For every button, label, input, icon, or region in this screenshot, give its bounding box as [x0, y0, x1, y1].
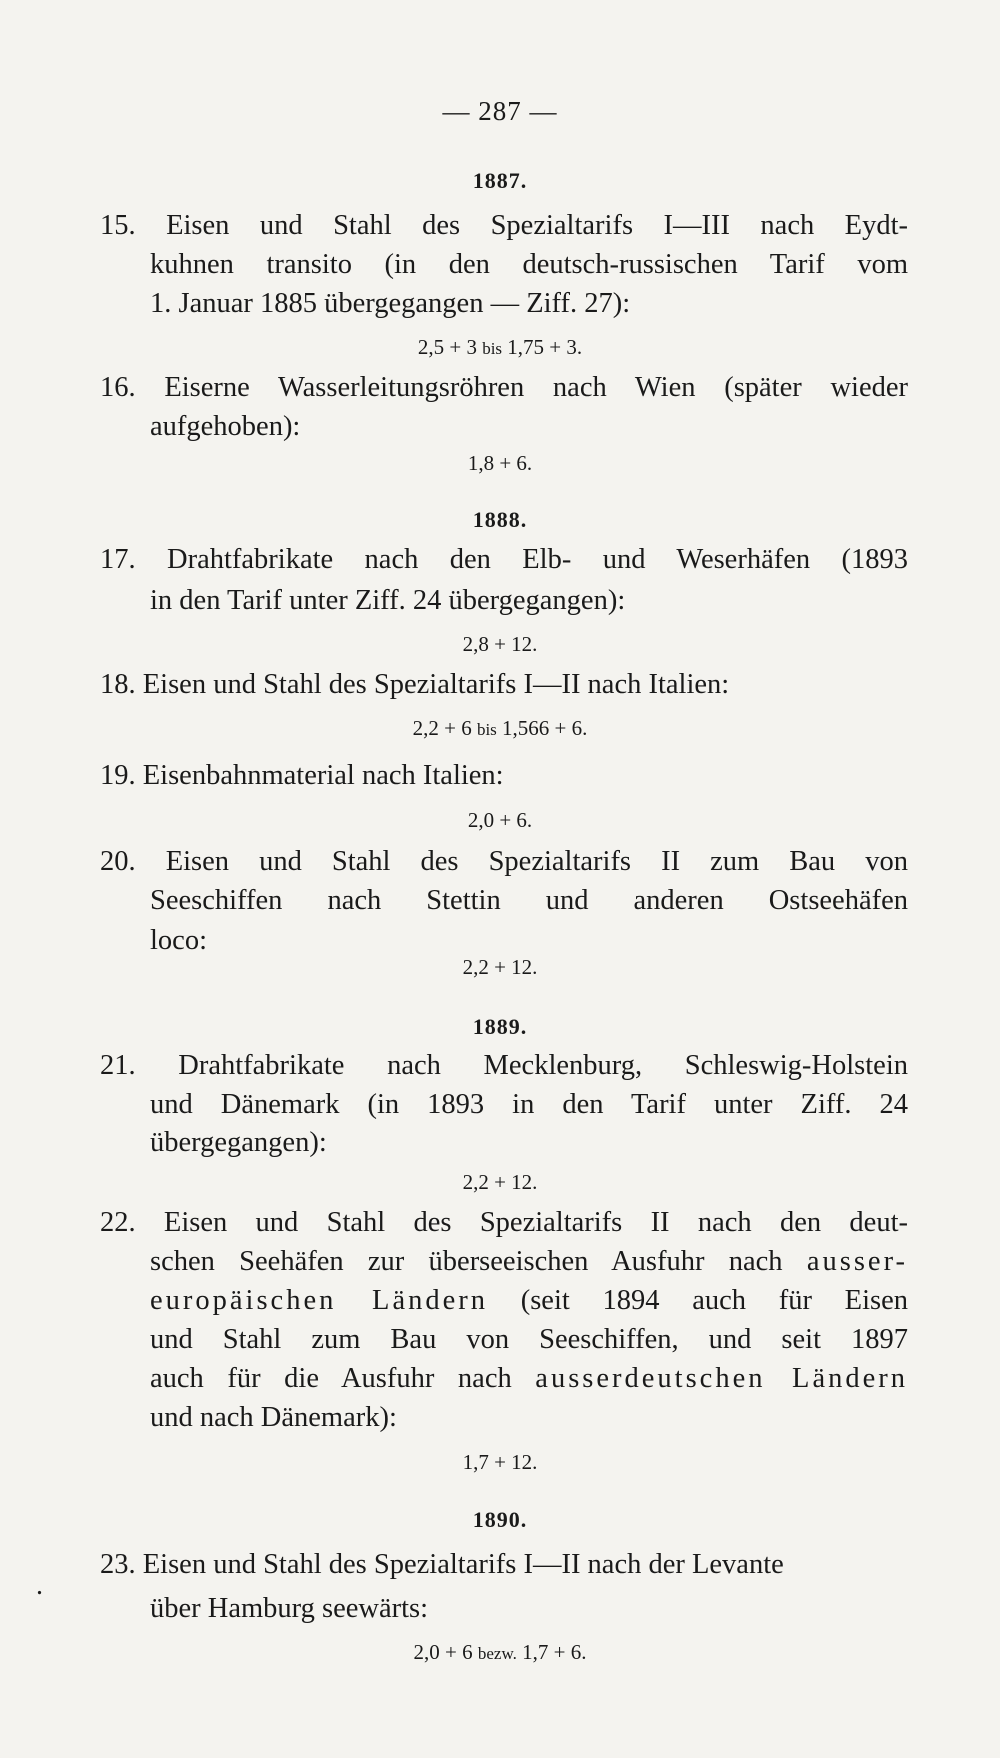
year-heading-1890: 1890.	[472, 1507, 528, 1532]
entry-20-line-3: loco:	[150, 925, 207, 956]
year-heading-1888: 1888.	[472, 507, 528, 532]
formula-value: 1,7 + 6.	[522, 1640, 587, 1664]
entry-17-line-2: in den Tarif unter Ziff. 24 übergegangen):	[150, 585, 626, 616]
entry-22-emphasis: europäischen Ländern	[150, 1285, 489, 1316]
formula-value: 1,566 + 6.	[502, 716, 588, 740]
entry-20-formula: 2,2 + 12.	[462, 955, 538, 979]
entry-22-text: auch für die Ausfuhr nach	[150, 1363, 536, 1394]
page-number: — 287 —	[442, 96, 558, 126]
entry-15-line-2: kuhnen transito (in den deutsch-russischen Tarif vom	[150, 249, 908, 280]
formula-connector: bis	[482, 339, 503, 358]
formula-value: 2,0 + 6	[413, 1640, 473, 1664]
formula-connector: bezw.	[477, 1644, 517, 1663]
entry-23-line-1: 23. Eisen und Stahl des Spezialtarifs I—II nach der Levante	[100, 1549, 784, 1580]
formula-connector: bis	[476, 720, 497, 739]
entry-22-text: (seit 1894 auch für Eisen	[488, 1285, 908, 1316]
entry-21-line-3: übergegangen):	[150, 1127, 327, 1158]
entry-22-line-6: und nach Dänemark):	[150, 1402, 397, 1433]
entry-15-line-3: 1. Januar 1885 übergegangen — Ziff. 27):	[150, 288, 631, 319]
year-heading-1887: 1887.	[472, 168, 528, 193]
entry-16-line-1: 16. Eiserne Wasserleitungsröhren nach Wien (später wieder	[100, 372, 908, 403]
formula-value: 2,2 + 6	[412, 716, 472, 740]
entry-22-line-1: 22. Eisen und Stahl des Spezialtarifs II nach den deut-	[100, 1207, 908, 1238]
entry-21-formula: 2,2 + 12.	[462, 1170, 538, 1194]
formula-value: 1,75 + 3.	[507, 335, 583, 359]
entry-22-line-5	[150, 1360, 908, 1398]
entry-21-line-2: und Dänemark (in 1893 in den Tarif unter Ziff. 24	[150, 1089, 908, 1120]
entry-15-formula	[0, 335, 1000, 360]
entry-18-line-1: 18. Eisen und Stahl des Spezialtarifs I—II nach Italien:	[100, 669, 730, 700]
year-heading-1889: 1889.	[472, 1014, 528, 1039]
margin-mark: .	[36, 1570, 43, 1601]
entry-19-formula: 2,0 + 6.	[467, 808, 533, 832]
entry-22-line-3	[150, 1282, 908, 1320]
entry-22-line-2	[150, 1243, 908, 1281]
entry-20-line-1: 20. Eisen und Stahl des Spezialtarifs II zum Bau von	[100, 846, 908, 877]
entry-20-line-2: Seeschiffen nach Stettin und anderen Ostseehäfen	[150, 885, 908, 916]
entry-18-formula	[0, 716, 1000, 741]
entry-21-line-1: 21. Drahtfabrikate nach Mecklenburg, Schleswig-Holstein	[100, 1050, 908, 1081]
entry-22-text: schen Seehäfen zur überseeischen Ausfuhr nach	[150, 1246, 807, 1277]
entry-22-emphasis: ausserdeutschen Ländern	[535, 1363, 908, 1394]
entry-17-formula: 2,8 + 12.	[462, 632, 538, 656]
formula-value: 2,5 + 3	[417, 335, 477, 359]
entry-16-formula: 1,8 + 6.	[467, 451, 533, 475]
entry-22-formula: 1,7 + 12.	[462, 1450, 538, 1474]
entry-19-line-1: 19. Eisenbahnmaterial nach Italien:	[100, 760, 504, 791]
entry-23-line-2: über Hamburg seewärts:	[150, 1593, 429, 1624]
entry-16-line-2: aufgehoben):	[150, 411, 301, 442]
entry-23-formula	[0, 1640, 1000, 1665]
entry-15-line-1: 15. Eisen und Stahl des Spezialtarifs I—III nach Eydt-	[100, 210, 908, 241]
entry-22-emphasis: ausser-	[806, 1246, 908, 1277]
entry-17-line-1: 17. Drahtfabrikate nach den Elb- und Weserhäfen (1893	[100, 544, 908, 575]
entry-22-line-4: und Stahl zum Bau von Seeschiffen, und seit 1897	[150, 1324, 908, 1355]
